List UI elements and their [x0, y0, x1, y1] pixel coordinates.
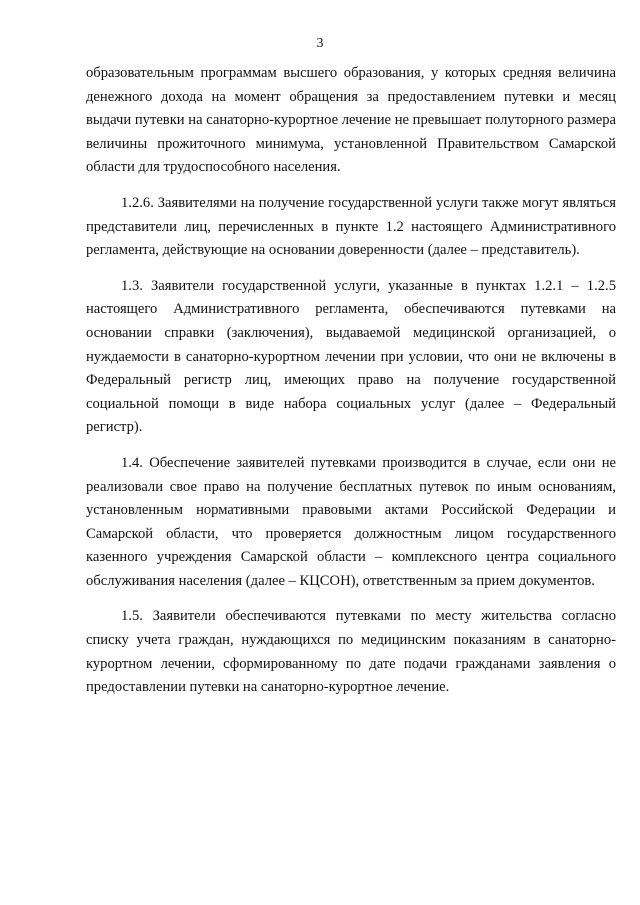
paragraph-1-3: 1.3. Заявители государственной услуги, указанные в пунктах 1.2.1 – 1.2.5 настоящего Административного регламента, обеспечиваются путевками на основании справки (заключения), выдаваемой медицинской организацией, о нуждаемости в санаторно-курортном лечении при условии, что они не включены в Федеральный регистр лиц, имеющих право на получение государственной социальной помощи в виде набора социальных услуг (далее – Федеральный регистр).	[86, 277, 616, 436]
document-body	[86, 62, 616, 700]
paragraph-continuation: образовательным программам высшего образования, у которых средняя величина денежного дохода на момент обращения за предоставлением путевки и месяц выдачи путевки на санаторно-курортное лечение не превышает полуторного размера величины прожиточного минимума, установленной Правительством Самарской области для трудоспособного населения.	[86, 65, 616, 176]
paragraph-1-2-6: 1.2.6. Заявителями на получение государственной услуги также могут являться представители лиц, перечисленных в пункте 1.2 настоящего Административного регламента, действующие на основании доверенности (далее – представитель).	[86, 194, 616, 259]
paragraph-1-4: 1.4. Обеспечение заявителей путевками производится в случае, если они не реализовали свое право на получение бесплатных путевок по иным основаниям, установленным нормативными правовыми актами Российской Федерации и Самарской области, что проверяется должностным лицом государственного казенного учреждения Самарской области – комплексного центра социального обслуживания населения (далее – КЦСОН), ответственным за прием документов.	[86, 454, 616, 589]
page-number: 3	[316, 36, 324, 51]
paragraph-1-5: 1.5. Заявители обеспечиваются путевками по месту жительства согласно списку учета граждан, нуждающихся по медицинским показаниям в санаторно-курортном лечении, сформированному по дате подачи гражданами заявления о предоставлении путевки на санаторно-курортное лечение.	[86, 608, 616, 696]
